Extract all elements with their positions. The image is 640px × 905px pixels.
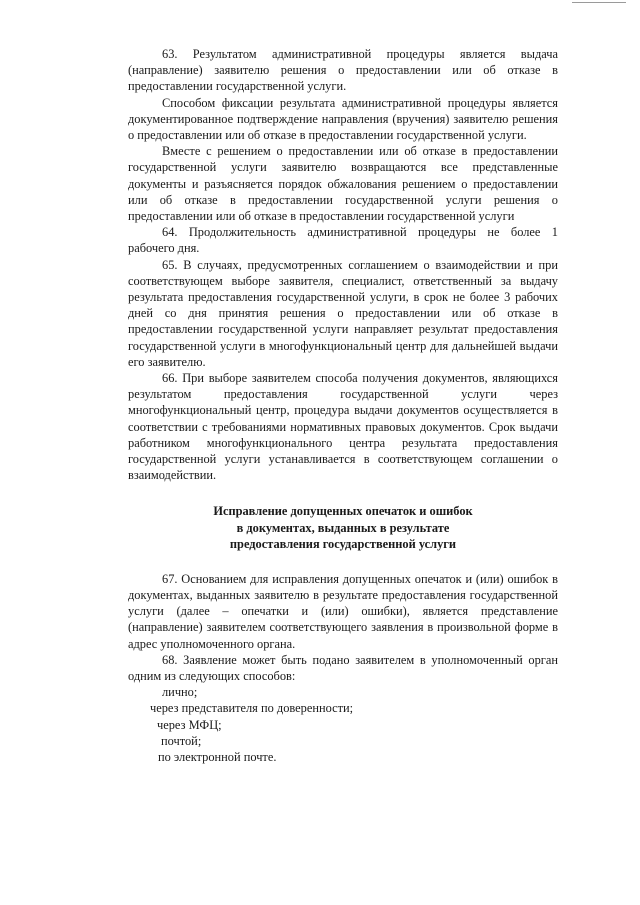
paragraph-return-documents: Вместе с решением о предоставлении или об отказе в предоставлении государственной услуги заявителю возвращаются все представленные документы и разъясняется порядок обжалования решением о предоставлении или об отказе в предоставлении государственной услуги решения о предоставлении или об отказе в предоставлении государственной услуги [128,144,558,224]
heading-line: в документах, выданных в результате [236,520,450,535]
list-item-representative: через представителя по доверенности; [150,701,354,716]
paragraph-67: 67. Основанием для исправления допущенных опечаток и (или) ошибок в документах, выданных заявителю в результате предоставления государственной услуги (далее – опечатки и (или) ошибки), является представление (направление) заявителем соответствующего заявления в произвольной форме в адрес уполномоченного органа. [128,571,558,651]
paragraph-68: 68. Заявление может быть подано заявителем в уполномоченный орган одним из следующих способов: [128,652,558,683]
list-item-email: по электронной почте. [158,749,277,764]
list-item-mfc: через МФЦ; [157,717,222,732]
list-item-post: почтой; [161,733,202,748]
heading-line: Исправление допущенных опечаток и ошибок [213,504,473,519]
paragraph-fixation: Способом фиксации результата административной процедуры является документированное подтверждение направления (вручения) заявителю решения о предоставлении или об отказе в предоставлении государственной услуги. [128,95,558,143]
paragraph-64: 64. Продолжительность административной процедуры не более 1 рабочего дня. [128,225,558,256]
document-body [128,46,558,765]
header-rule [572,2,626,3]
section-heading [128,503,558,552]
paragraph-65: 65. В случаях, предусмотренных соглашением о взаимодействии и при соответствующем выборе заявителя, специалист, ответственный за выдачу результата предоставления государственной услуги, в срок не более 3 рабочих дней со дня принятия решения о предоставлении или об отказе в предоставлении государственной услуги направляет результат предоставления государственной услуги в многофункциональный центр для дальнейшей выдачи его заявителю. [128,257,558,369]
paragraph-66: 66. При выборе заявителем способа получения документов, являющихся результатом предоставления государственной услуги через многофункциональный центр, процедура выдачи документов осуществляется в соответствии с требованиями нормативных правовых документов. Срок выдачи работником многофункционального центра результата предоставления государственной услуги устанавливается в соответствующем соглашении о взаимодействии. [128,371,558,483]
paragraph-63: 63. Результатом административной процедуры является выдача (направление) заявителю решения о предоставлении или об отказе в предоставлении государственной услуги. [128,47,558,94]
heading-line: предоставления государственной услуги [229,537,457,552]
list-item-in-person: лично; [162,685,198,700]
